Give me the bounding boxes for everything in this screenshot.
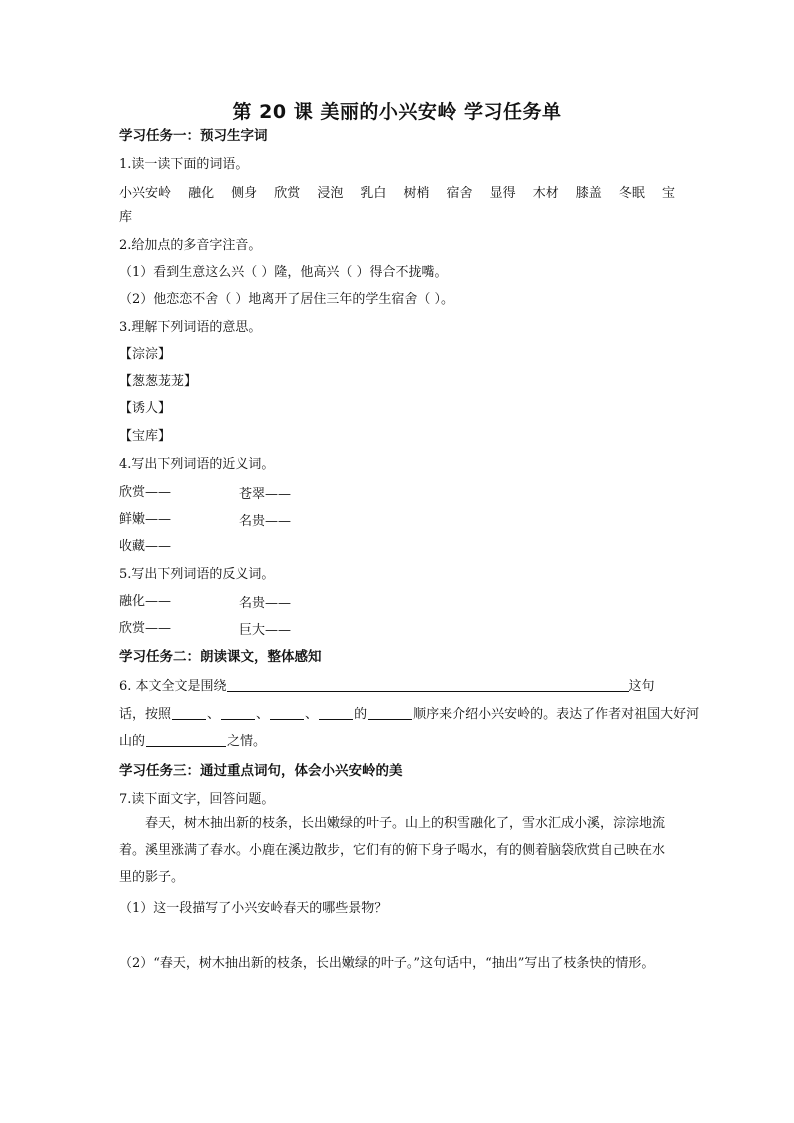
q6-text: 之情。 xyxy=(227,734,267,749)
q6-text: 的 xyxy=(354,707,368,722)
antonym-item: 名贵—— xyxy=(239,596,292,611)
answer-blank[interactable] xyxy=(221,705,255,720)
question-6-line1 xyxy=(119,677,655,697)
word: 小兴安岭 xyxy=(119,186,172,201)
question-2: 2.给加点的多音字注音。 xyxy=(119,238,262,253)
synonym-item: 苍翠—— xyxy=(239,487,292,502)
answer-blank[interactable] xyxy=(319,705,353,720)
task2-heading: 学习任务二：朗读课文，整体感知 xyxy=(119,649,322,665)
term: 【葱葱茏茏】 xyxy=(119,374,198,389)
task1-heading: 学习任务一：预习生字词 xyxy=(119,128,268,144)
question-3: 3.理解下列词语的意思。 xyxy=(119,320,262,335)
word: 欣赏 xyxy=(274,186,301,201)
word: 浸泡 xyxy=(317,186,344,201)
answer-blank[interactable] xyxy=(172,705,206,720)
synonym-item: 收藏—— xyxy=(119,539,172,554)
antonym-item: 融化—— xyxy=(119,594,172,609)
question-4: 4.写出下列词语的近义词。 xyxy=(119,457,275,472)
word: 乳白 xyxy=(360,186,387,201)
question-2-1: （1）看到生意这么兴（ ）隆，他高兴（ ）得合不拢嘴。 xyxy=(119,265,448,280)
task3-heading: 学习任务三：通过重点词句，体会小兴安岭的美 xyxy=(119,763,403,779)
word: 侧身 xyxy=(231,186,258,201)
question-5: 5.写出下列词语的反义词。 xyxy=(119,567,275,582)
question-2-2: （2）他恋恋不舍（ ）地离开了居住三年的学生宿舍（ ）。 xyxy=(119,292,455,307)
separator: 、 xyxy=(256,707,270,722)
answer-blank[interactable] xyxy=(227,677,629,692)
separator: 、 xyxy=(207,707,221,722)
word: 树梢 xyxy=(403,186,430,201)
term: 【淙淙】 xyxy=(119,347,172,362)
word: 显得 xyxy=(489,186,516,201)
synonym-item: 欣赏—— xyxy=(119,485,172,500)
q6-text: 山的 xyxy=(119,734,146,749)
antonym-item: 欣赏—— xyxy=(119,621,172,636)
q6-text: 话，按照 xyxy=(119,707,172,722)
q6-text: 6. 本文全文是围绕 xyxy=(119,679,227,694)
word: 宿舍 xyxy=(446,186,473,201)
question-7: 7.读下面文字，回答问题。 xyxy=(119,792,275,807)
term: 【诱人】 xyxy=(119,401,172,416)
answer-blank[interactable] xyxy=(146,732,226,747)
q6-text: 顺序来介绍小兴安岭的。表达了作者对祖国大好河 xyxy=(413,707,700,722)
word: 冬眠 xyxy=(618,186,645,201)
separator: 、 xyxy=(305,707,319,722)
question-7-2: （2）“春天，树木抽出新的枝条，长出嫩绿的叶子。”这句话中，“抽出”写出了枝条快的情形。 xyxy=(119,956,655,971)
page-title: 第 20 课 美丽的小兴安岭 学习任务单 xyxy=(232,101,562,123)
word-wrap: 库 xyxy=(119,210,133,225)
word: 宝 xyxy=(661,186,675,201)
term: 【宝库】 xyxy=(119,429,172,444)
answer-blank[interactable] xyxy=(270,705,304,720)
synonym-item: 鲜嫩—— xyxy=(119,512,172,527)
question-6-line3 xyxy=(119,732,266,752)
word-list xyxy=(119,182,675,201)
answer-blank[interactable] xyxy=(368,705,412,720)
question-6-line2 xyxy=(119,705,699,725)
word: 木材 xyxy=(532,186,559,201)
word: 融化 xyxy=(188,186,215,201)
question-7-1: （1）这一段描写了小兴安岭春天的哪些景物？ xyxy=(119,901,388,916)
synonym-item: 名贵—— xyxy=(239,514,292,529)
question-1: 1.读一读下面的词语。 xyxy=(119,157,249,172)
antonym-item: 巨大—— xyxy=(239,623,292,638)
word: 膝盖 xyxy=(575,186,602,201)
q6-text: 这句 xyxy=(628,679,655,694)
reading-passage: 春天，树木抽出新的枝条，长出嫩绿的叶子。山上的积雪融化了，雪水汇成小溪，淙淙地流着。溪里涨满了春水。小鹿在溪边散步，它们有的俯下身子喝水，有的侧着脑袋欣赏自己映在水里的影子。 xyxy=(119,816,666,885)
